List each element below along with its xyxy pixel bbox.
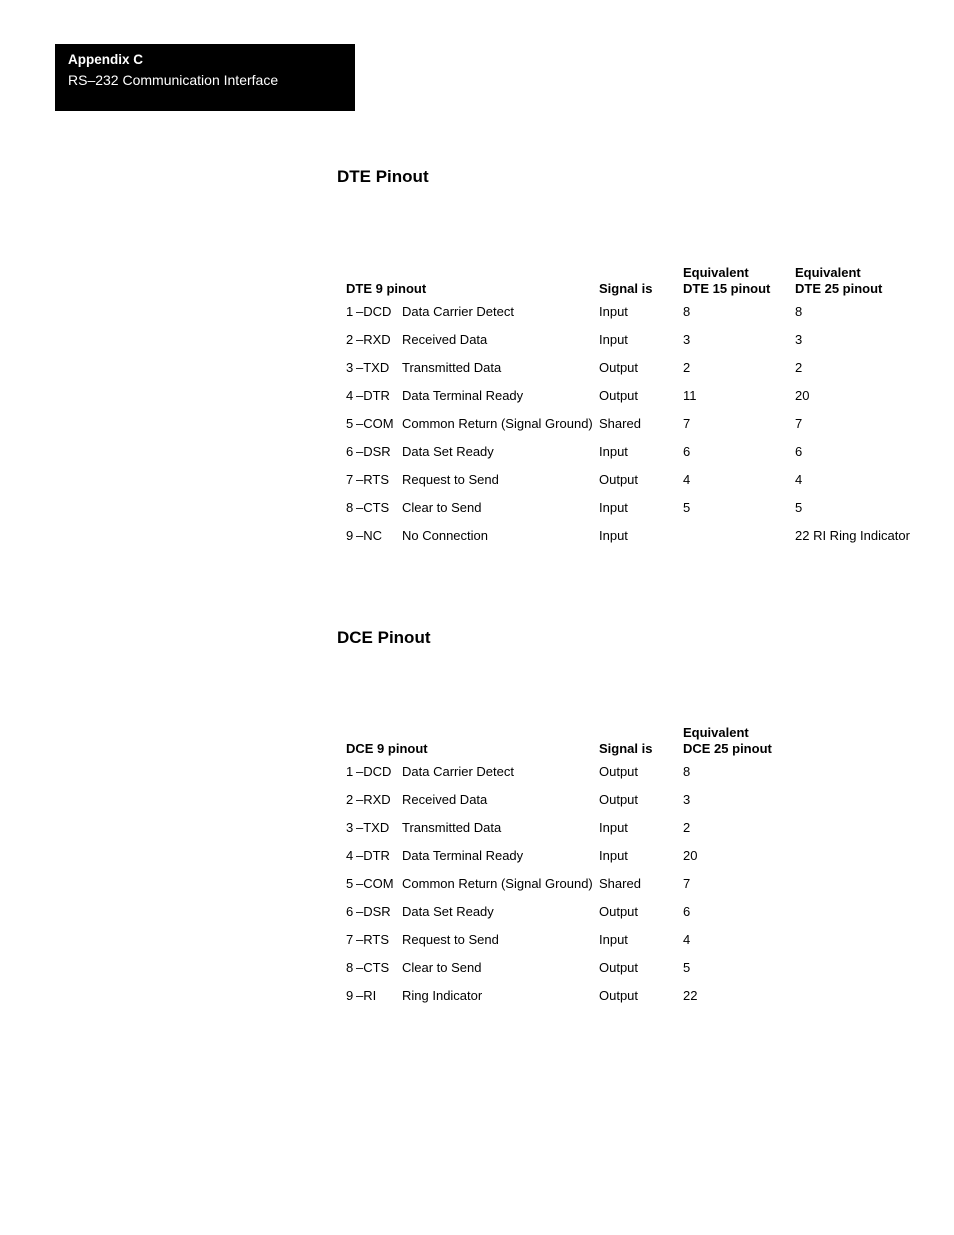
signal-direction: Input [599,303,628,319]
pin-description: Data Terminal Ready [402,387,524,403]
pin-code: –CTS [356,499,390,515]
eq25-pin: 20 [795,387,810,403]
dte-table-header [346,265,915,297]
pin-description: Clear to Send [402,499,482,515]
pin-number: 5 [346,415,354,431]
signal-direction: Input [599,499,628,515]
pin-description: Data Set Ready [402,443,494,459]
table-row [346,869,795,897]
pin-code: –DSR [356,443,391,459]
signal-direction: Output [599,959,639,975]
eq25-pin: 4 [683,931,691,947]
eq25-pin: 22 RI Ring Indicator [795,527,910,543]
eq25-pin: 22 [683,987,698,1003]
signal-direction: Output [599,791,639,807]
pin-description: Data Carrier Detect [402,303,514,319]
pin-description: Request to Send [402,931,499,947]
eq25-pin: 7 [683,875,691,891]
pin-code: –RTS [356,931,389,947]
dte-eq15-header [683,265,795,297]
chapter-subtitle: RS–232 Communication Interface [68,72,279,88]
pin-number: 6 [346,443,354,459]
eq15-pin [683,521,795,549]
pin-description: Common Return (Signal Ground) [402,875,593,891]
eq25-pin: 20 [683,847,698,863]
pin-code: –DTR [356,847,390,863]
pin-description: Data Terminal Ready [402,847,524,863]
table-row [346,353,915,381]
dte-eq15-header-line1: Equivalent [683,265,749,280]
pin-description: Ring Indicator [402,987,483,1003]
eq25-pin: 2 [795,359,803,375]
pin-code: –TXD [356,819,390,835]
dte-eq25-header-line2: DTE 25 pinout [795,281,883,296]
pin-number: 4 [346,847,354,863]
table-row [346,841,795,869]
dce-eq25-header-line1: Equivalent [683,725,749,740]
eq25-pin: 3 [683,791,691,807]
eq15-pin: 4 [683,471,691,487]
pin-description: Request to Send [402,471,499,487]
table-row [346,925,795,953]
eq15-pin: 11 [683,387,697,403]
signal-direction: Output [599,359,639,375]
dce-section-title: DCE Pinout [337,628,431,647]
dce-pin-header: DCE 9 pinout [346,741,428,756]
eq25-pin: 7 [795,415,803,431]
pin-code: –DSR [356,903,391,919]
eq25-pin: 6 [683,903,691,919]
pin-number: 8 [346,499,354,515]
table-row [346,521,915,549]
pin-code: –DCD [356,763,392,779]
pin-description: Transmitted Data [402,819,502,835]
pin-code: –NC [356,527,383,543]
eq15-pin: 2 [683,359,691,375]
dte-eq15-header-line2: DTE 15 pinout [683,281,771,296]
pin-number: 3 [346,359,354,375]
dce-pinout-table [346,725,795,1009]
signal-direction: Input [599,331,628,347]
dte-eq25-header [795,265,915,297]
eq25-pin: 6 [795,443,803,459]
table-row [346,297,915,325]
eq15-pin: 3 [683,331,691,347]
signal-direction: Input [599,819,628,835]
pin-number: 7 [346,471,354,487]
dce-signal-header: Signal is [599,741,653,756]
dte-section-title: DTE Pinout [337,167,429,186]
dte-pinout-table [346,265,915,549]
pin-number: 1 [346,763,354,779]
eq15-pin: 5 [683,499,691,515]
pin-code: –RXD [356,791,391,807]
pin-code: –COM [356,875,394,891]
chapter-header [55,44,355,111]
pin-description: Data Set Ready [402,903,494,919]
pin-number: 9 [346,527,354,543]
table-row [346,437,915,465]
signal-direction: Output [599,903,639,919]
pin-description: Transmitted Data [402,359,502,375]
pin-number: 9 [346,987,354,1003]
signal-direction: Shared [599,875,641,891]
dce-eq25-header [683,725,795,757]
pin-description: Data Carrier Detect [402,763,514,779]
signal-direction: Output [599,387,639,403]
pin-description: Received Data [402,791,488,807]
table-row [346,465,915,493]
pin-number: 1 [346,303,354,319]
appendix-label: Appendix C [68,52,144,67]
table-row [346,325,915,353]
pin-code: –RI [356,987,377,1003]
table-row [346,757,795,785]
pin-number: 2 [346,331,354,347]
eq25-pin: 5 [683,959,691,975]
table-row [346,813,795,841]
pin-number: 8 [346,959,354,975]
pin-description: No Connection [402,527,488,543]
pin-code: –TXD [356,359,390,375]
signal-direction: Output [599,987,639,1003]
table-row [346,493,915,521]
table-row [346,953,795,981]
eq25-pin: 4 [795,471,803,487]
signal-direction: Input [599,443,628,459]
pin-number: 7 [346,931,354,947]
pin-code: –RXD [356,331,391,347]
pin-code: –DCD [356,303,392,319]
signal-direction: Output [599,763,639,779]
eq25-pin: 8 [795,303,803,319]
pin-description: Common Return (Signal Ground) [402,415,593,431]
pin-code: –DTR [356,387,390,403]
eq15-pin: 7 [683,415,691,431]
eq15-pin: 8 [683,303,691,319]
table-row [346,785,795,813]
signal-direction: Input [599,931,628,947]
pin-description: Received Data [402,331,488,347]
dte-eq25-header-line1: Equivalent [795,265,861,280]
signal-direction: Shared [599,415,641,431]
table-row [346,897,795,925]
eq25-pin: 8 [683,763,691,779]
table-row [346,409,915,437]
dce-table-header [346,725,795,757]
signal-direction: Input [599,847,628,863]
pin-number: 6 [346,903,354,919]
table-row [346,381,915,409]
dce-eq25-header-line2: DCE 25 pinout [683,741,772,756]
dte-pin-header: DTE 9 pinout [346,281,427,296]
table-row [346,981,795,1009]
dte-signal-header: Signal is [599,281,653,296]
eq25-pin: 2 [683,819,691,835]
pin-code: –CTS [356,959,390,975]
pin-description: Clear to Send [402,959,482,975]
pin-number: 3 [346,819,354,835]
pin-code: –RTS [356,471,389,487]
pin-number: 5 [346,875,354,891]
eq25-pin: 5 [795,499,803,515]
signal-direction: Output [599,471,639,487]
pin-code: –COM [356,415,394,431]
eq25-pin: 3 [795,331,803,347]
eq15-pin: 6 [683,443,691,459]
signal-direction: Input [599,527,628,543]
pin-number: 2 [346,791,354,807]
pin-number: 4 [346,387,354,403]
